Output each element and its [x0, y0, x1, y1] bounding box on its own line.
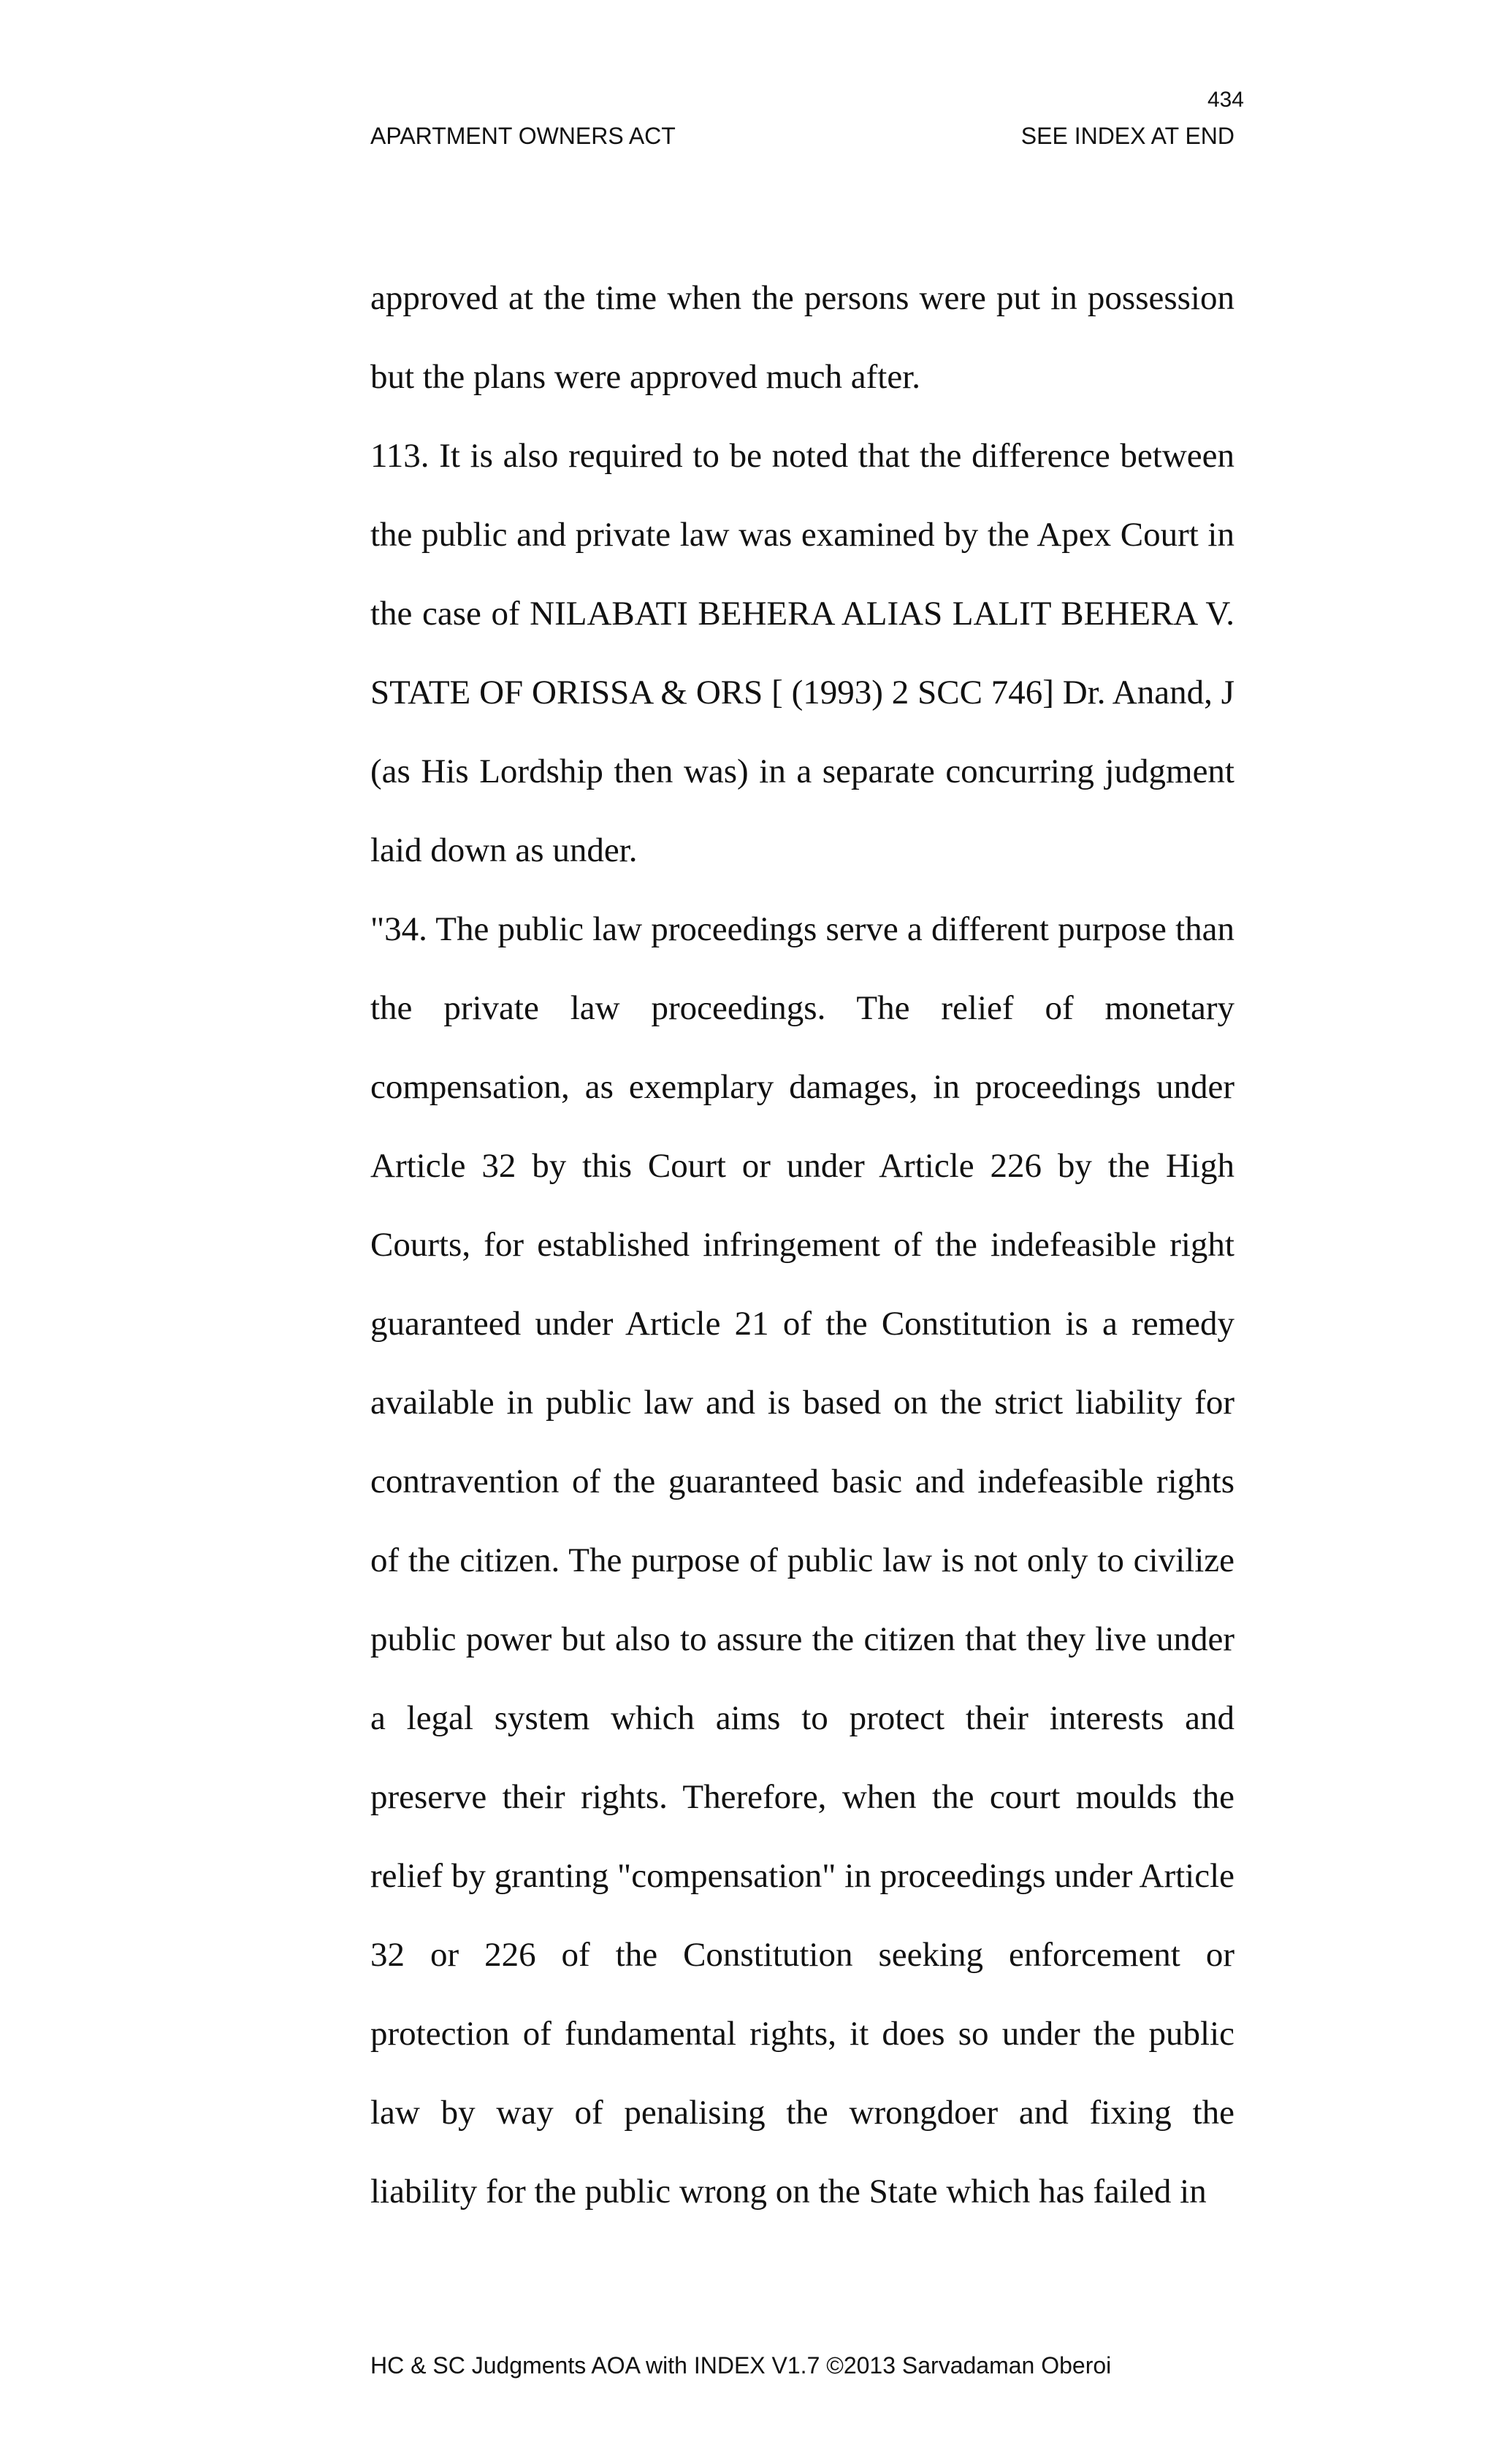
document-body — [370, 259, 1234, 2231]
paragraph-113: 113. It is also required to be noted that the difference between the public and private law was examined by the Apex Court in the case of NILABATI BEHERA ALIAS LALIT BEHERA V. STATE OF ORISSA & ORS [ (1993) 2 SCC 746] Dr. Anand, J (as His Lordship then was) in a separate concurring judgment laid down as under. — [370, 437, 1234, 869]
quoted-paragraph-34: "34. The public law proceedings serve a different purpose than the private law proceedings. The relief of monetary compensation, as exemplary damages, in proceedings under Article 32 by this Court or under Article 226 by the High Courts, for established infringement of the indefeasible right guaranteed under Article 21 of the Constitution is a remedy available in public law and is based on the strict liability for contravention of the guaranteed basic and indefeasible rights of the citizen. The purpose of public law is not only to civilize public power but also to assure the citizen that they live under a legal system which aims to protect their interests and preserve their rights. Therefore, when the court moulds the relief by granting "compensation" in proceedings under Article 32 or 226 of the Constitution seeking enforcement or protection of fundamental rights, it does so under the public law by way of penalising the wrongdoer and fixing the liability for the public wrong on the State which has failed in — [370, 910, 1234, 2211]
header-index-note: SEE INDEX AT END — [1020, 123, 1234, 149]
footer-credit: HC & SC Judgments AOA with INDEX V1.7 ©2013 Sarvadaman Oberoi — [370, 2352, 1112, 2379]
paragraph-continuation: approved at the time when the persons were put in possession but the plans were approved much after. — [370, 279, 1234, 396]
page-number: 434 — [1207, 88, 1244, 112]
header-title: APARTMENT OWNERS ACT — [370, 123, 676, 149]
